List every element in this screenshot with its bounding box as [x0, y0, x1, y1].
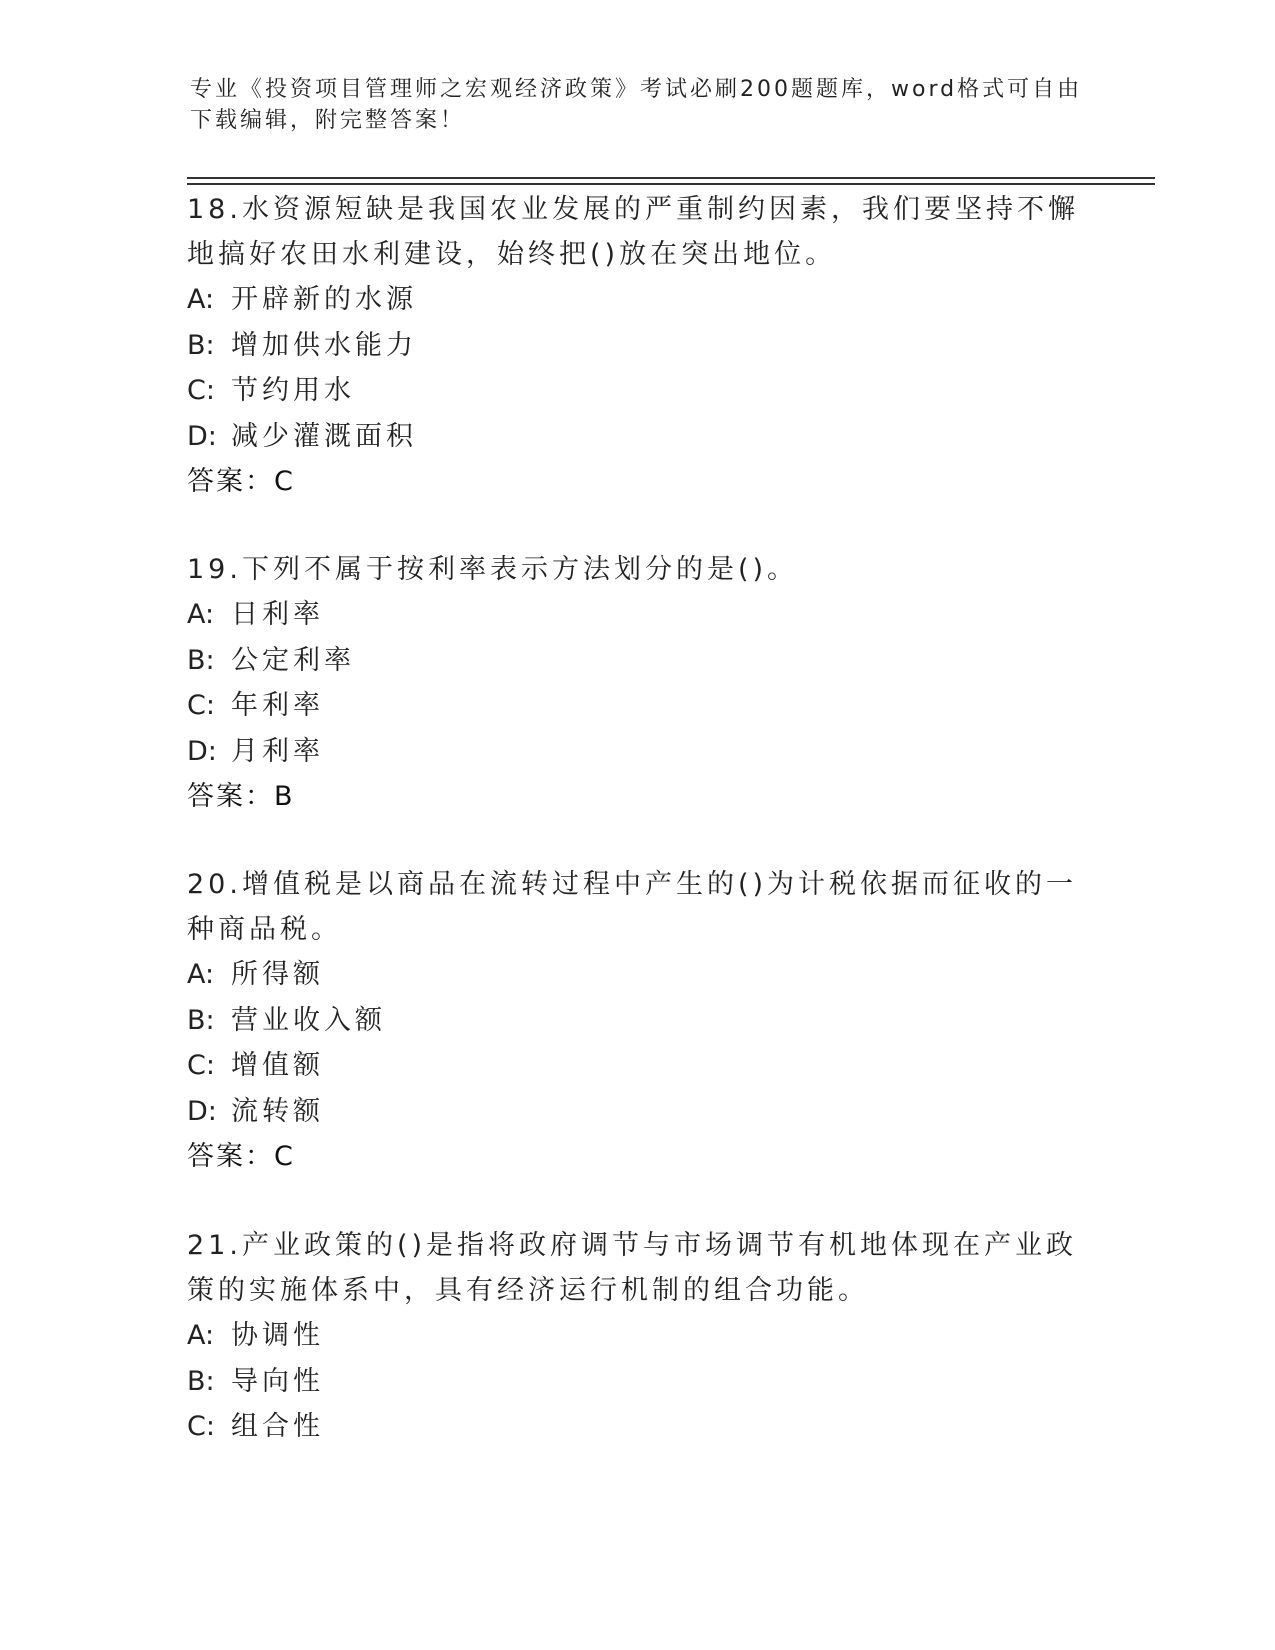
- question-21: [187, 1223, 1087, 1450]
- question-18: [187, 187, 1087, 504]
- option-letter: A:: [187, 599, 215, 630]
- question-text: 21.产业政策的()是指将政府调节与市场调节有机地体现在产业政策的实施体系中，具有经济运行机制的组合功能。: [187, 1230, 1078, 1306]
- option-letter: A:: [187, 959, 215, 990]
- option-letter: C:: [187, 1411, 215, 1442]
- question-19: [187, 547, 1087, 819]
- option-b: [187, 323, 1087, 369]
- question-20: [187, 862, 1087, 1179]
- option-d: [187, 1089, 1087, 1135]
- option-text: 组合性: [231, 1411, 324, 1442]
- question-text: 19.下列不属于按利率表示方法划分的是()。: [187, 554, 799, 585]
- option-letter: C:: [187, 1050, 215, 1081]
- option-c: [187, 683, 1087, 729]
- option-letter: A:: [187, 284, 215, 315]
- option-text: 节约用水: [231, 375, 355, 406]
- answer-label: 答案：C: [187, 1141, 295, 1172]
- option-letter: D:: [187, 420, 217, 452]
- option-letter: A:: [187, 1320, 215, 1351]
- option-letter: B:: [187, 1004, 215, 1036]
- option-b: [187, 998, 1087, 1044]
- option-letter: D:: [187, 735, 217, 767]
- question-text: 18.水资源短缺是我国农业发展的严重制约因素，我们要坚持不懈地搞好农田水利建设，始终把()放在突出地位。: [187, 194, 1079, 270]
- option-letter: B:: [187, 644, 215, 676]
- header-divider-top: [187, 177, 1155, 179]
- option-text: 月利率: [231, 735, 324, 767]
- option-letter: B:: [187, 329, 215, 361]
- option-letter: B:: [187, 1365, 215, 1397]
- question-text: 20.增值税是以商品在流转过程中产生的()为计税依据而征收的一种商品税。: [187, 869, 1078, 945]
- option-text: 年利率: [231, 690, 324, 721]
- option-c: [187, 1043, 1087, 1089]
- option-text: 营业收入额: [231, 1004, 386, 1036]
- option-text: 公定利率: [231, 644, 355, 676]
- option-text: 所得额: [231, 959, 324, 990]
- option-a: [187, 952, 1087, 998]
- option-text: 增值额: [231, 1050, 324, 1081]
- option-c: [187, 1404, 1087, 1450]
- document-header: 专业《投资项目管理师之宏观经济政策》考试必刷200题题库，word格式可自由下载编辑，附完整答案！: [190, 77, 1083, 133]
- option-text: 流转额: [231, 1095, 324, 1127]
- option-c: [187, 368, 1087, 414]
- option-a: [187, 277, 1087, 323]
- option-text: 开辟新的水源: [231, 284, 417, 315]
- option-a: [187, 592, 1087, 638]
- option-text: 减少灌溉面积: [231, 420, 417, 452]
- answer-label: 答案：C: [187, 466, 295, 497]
- option-a: [187, 1313, 1087, 1359]
- option-letter: C:: [187, 690, 215, 721]
- option-b: [187, 638, 1087, 684]
- option-letter: C:: [187, 375, 215, 406]
- option-text: 增加供水能力: [231, 329, 417, 361]
- option-d: [187, 414, 1087, 460]
- header-divider-bottom: [187, 183, 1155, 185]
- option-text: 导向性: [231, 1365, 324, 1397]
- option-b: [187, 1359, 1087, 1405]
- option-letter: D:: [187, 1095, 217, 1127]
- option-text: 协调性: [231, 1320, 324, 1351]
- answer-label: 答案：B: [187, 781, 295, 812]
- option-text: 日利率: [231, 599, 324, 630]
- option-d: [187, 729, 1087, 775]
